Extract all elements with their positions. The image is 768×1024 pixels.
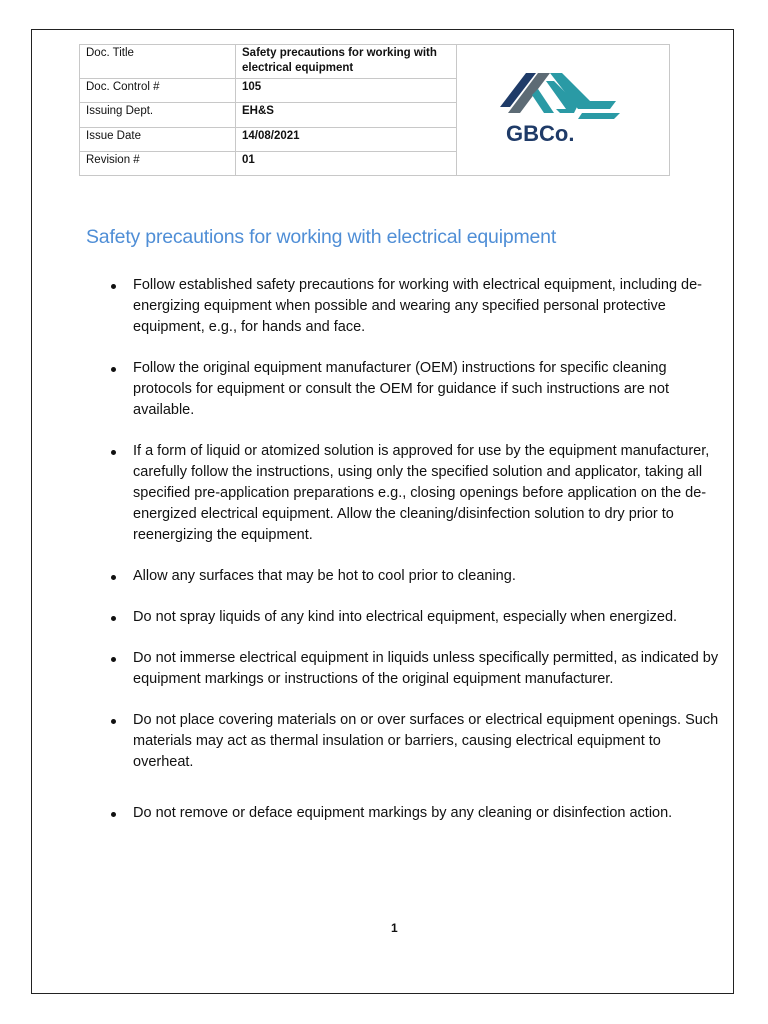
list-item: Do not spray liquids of any kind into electrical equipment, especially when energized.: [100, 607, 720, 628]
list-item: Follow the original equipment manufacturer (OEM) instructions for specific cleaning protocols for equipment or consult the OEM for guidance if such instructions are not available.: [100, 358, 720, 421]
doc-title-value: Safety precautions for working with electrical equipment: [236, 45, 457, 79]
issue-date-label: Issue Date: [80, 127, 236, 151]
page-number: 1: [391, 921, 398, 935]
table-row: [80, 45, 670, 79]
document-control-table: [79, 44, 670, 176]
doc-control-value: 105: [236, 79, 457, 103]
list-item: If a form of liquid or atomized solution is approved for use by the equipment manufacturer, carefully follow the instructions, using only the specified solution and applicator, taking all specified pre-application preparations e.g., closing openings before application on the de-energized electrical equipment. Allow the cleaning/disinfection solution to dry prior to reenergizing the equipment.: [100, 441, 720, 546]
list-item: Do not remove or deface equipment markings by any cleaning or disinfection action.: [100, 803, 720, 824]
logo-cell: [457, 45, 670, 176]
revision-label: Revision #: [80, 151, 236, 175]
list-item: Do not place covering materials on or over surfaces or electrical equipment openings. Such materials may act as thermal insulation or barriers, causing electrical equipment to overheat.: [100, 710, 720, 773]
logo-stripe-teal-3: [532, 89, 554, 113]
page-title: Safety precautions for working with electrical equipment: [86, 226, 557, 248]
logo-stripe-teal-4: [578, 113, 620, 119]
list-item: Allow any surfaces that may be hot to cool prior to cleaning.: [100, 566, 720, 587]
logo-text: GBCo.: [506, 121, 575, 146]
list-item: Do not immerse electrical equipment in liquids unless specifically permitted, as indicated by equipment markings or instructions of the original equipment manufacturer.: [100, 648, 720, 690]
list-item: Follow established safety precautions for working with electrical equipment, including de-energizing equipment when possible and wearing any specified personal protective equipment, e.g., for hands and face.: [100, 275, 720, 338]
gbco-logo-icon: [498, 65, 628, 155]
revision-value: 01: [236, 151, 457, 175]
issuing-dept-value: EH&S: [236, 103, 457, 127]
precautions-list: [100, 275, 720, 844]
doc-title-label: Doc. Title: [80, 45, 236, 79]
doc-control-label: Doc. Control #: [80, 79, 236, 103]
issue-date-value: 14/08/2021: [236, 127, 457, 151]
issuing-dept-label: Issuing Dept.: [80, 103, 236, 127]
